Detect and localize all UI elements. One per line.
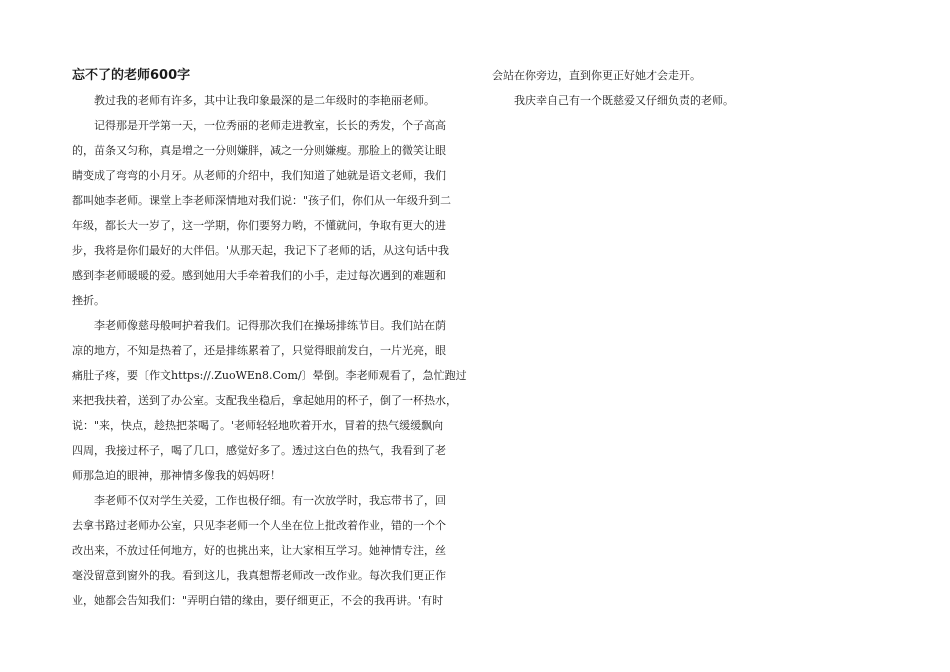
paragraph-line: 年级，都长大一岁了，这一学期，你们要努力哟，不懂就问，争取有更大的进 xyxy=(72,219,446,232)
paragraph-line: 说："来，快点，趁热把茶喝了。'老师轻轻地吹着开水，冒着的热气缓缓飘向 xyxy=(72,419,444,432)
paragraph-line: 改出来，不放过任何地方，好的也挑出来，让大家相互学习。她神情专注，丝 xyxy=(72,544,446,557)
paragraph-line: 李老师像慈母般呵护着我们。记得那次我们在操场排练节目。我们站在荫 xyxy=(94,319,446,332)
paragraph-line: 步，我将是你们最好的大伴侣。'从那天起，我记下了老师的话，从这句话中我 xyxy=(72,244,450,257)
paragraph-line: 挫折。 xyxy=(72,294,105,307)
paragraph-line: 的，苗条又匀称，真是增之一分则嫌胖，减之一分则嫌瘦。那脸上的微笑让眼 xyxy=(72,144,446,157)
paragraph-line: 来把我扶着，送到了办公室。支配我坐稳后，拿起她用的杯子，倒了一杯热水， xyxy=(72,394,457,407)
paragraph-line: 我庆幸自己有一个既慈爱又仔细负责的老师。 xyxy=(514,94,734,107)
paragraph-line: 会站在你旁边，直到你更正好她才会走开。 xyxy=(492,69,701,82)
paragraph-line: 凉的地方，不知是热着了，还是排练累着了，只觉得眼前发白，一片光亮，眼 xyxy=(72,344,446,357)
paragraph-line: 业，她都会告知我们："弄明白错的缘由，要仔细更正，不会的我再讲。'有时 xyxy=(72,594,444,607)
paragraph-line: 痛肚子疼，要〔作文https://.ZuoWEn8.Com/〕晕倒。李老师观看了，急忙跑过 xyxy=(72,369,467,382)
paragraph-line: 四周，我接过杯子，喝了几口，感觉好多了。透过这白色的热气，我看到了老 xyxy=(72,444,446,457)
paragraph-line: 感到李老师暖暖的爱。感到她用大手牵着我们的小手，走过每次遇到的难题和 xyxy=(72,269,446,282)
paragraph-line: 记得那是开学第一天，一位秀丽的老师走进教室，长长的秀发，个子高高 xyxy=(94,119,446,132)
paragraph-line: 毫没留意到窗外的我。看到这儿，我真想帮老师改一改作业。每次我们更正作 xyxy=(72,569,446,582)
paragraph-line: 都叫她李老师。课堂上李老师深情地对我们说："孩子们，你们从一年级升到二 xyxy=(72,194,452,207)
paragraph-line: 去拿书路过老师办公室，只见李老师一个人坐在位上批改着作业，错的一个个 xyxy=(72,519,446,532)
paragraph-line: 师那急迫的眼神，那神情多像我的妈妈呀！ xyxy=(72,469,281,482)
document-title: 忘不了的老师600字 xyxy=(72,68,191,83)
paragraph-line: 教过我的老师有许多，其中让我印象最深的是二年级时的李艳丽老师。 xyxy=(94,94,435,107)
paragraph-line: 李老师不仅对学生关爱，工作也极仔细。有一次放学时，我忘带书了，回 xyxy=(94,494,446,507)
paragraph-line: 睛变成了弯弯的小月牙。从老师的介绍中，我们知道了她就是语文老师，我们 xyxy=(72,169,446,182)
